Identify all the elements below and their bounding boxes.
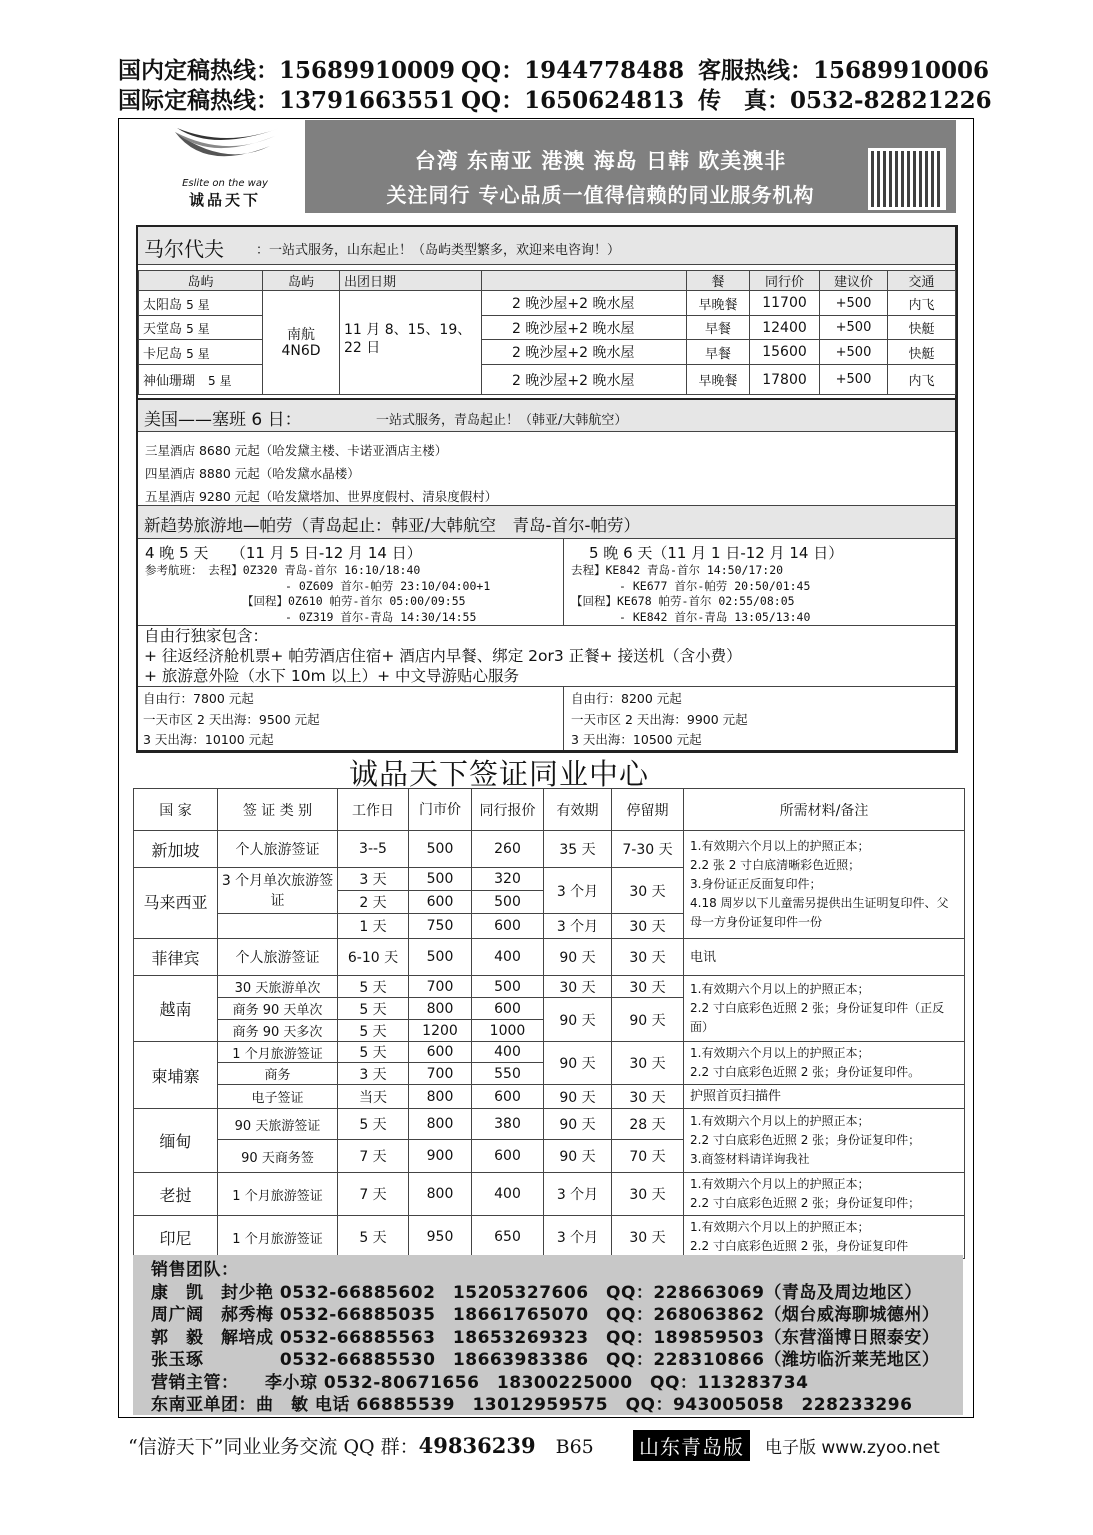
- qq-2: QQ：1650624813: [461, 87, 685, 114]
- notes-cell: [684, 1109, 965, 1173]
- visa-type: 个人旅游签证: [218, 831, 338, 868]
- note-line: 1.有效期六个月以上的护照正本；: [690, 982, 870, 996]
- th-days: 工作日: [338, 789, 409, 831]
- maldives-table: [138, 270, 956, 395]
- saipan-title: 美国——塞班 6 日：: [144, 410, 302, 430]
- th-notes: 所需材料/备注: [684, 789, 965, 831]
- trade-price: 260: [472, 831, 544, 868]
- flight-line: - KE842 首尔-青岛 13:05/13:40: [619, 609, 811, 624]
- notes-cell: [684, 831, 965, 939]
- visa-type: 90 天商务签: [218, 1140, 338, 1173]
- meal: 早晚餐: [687, 291, 750, 316]
- sales-row: 康 凯 封少艳 0532-66885602 15205327606 QQ：228663069（青岛及周边地区）: [151, 1282, 922, 1303]
- th-price: 同行价: [750, 271, 820, 291]
- price: 12400: [750, 316, 820, 340]
- banner-line-2: 关注同行 专心品质一值得信赖的同业服务机构: [386, 183, 815, 207]
- validity: 3 个月: [544, 1173, 612, 1216]
- visa-type: 1 个月旅游签证: [218, 1042, 338, 1063]
- page-number: B65: [555, 1436, 594, 1458]
- note-line: 电讯: [684, 939, 965, 976]
- price-line: 一天市区 2 天出海：9500 元起: [143, 711, 320, 727]
- country: 柬埔寨: [134, 1042, 218, 1109]
- visa-type: 1 个月旅游签证: [218, 1216, 338, 1259]
- hotline-row-2: [118, 82, 992, 115]
- footer-left: [128, 1432, 594, 1459]
- stay: 90 天: [612, 998, 684, 1042]
- service-hotline: 客服热线：15689910006: [698, 57, 990, 84]
- flight-line: - 0Z609 首尔-帕劳 23:10/04:00+1: [285, 578, 491, 593]
- palau-left-prices: [143, 689, 320, 751]
- trade-price: 500: [472, 891, 544, 914]
- price: 11700: [750, 291, 820, 316]
- flight-line: 【回程】KE678 帕劳-首尔 02:55/08:05: [571, 594, 795, 608]
- stay: 30 天: [612, 1216, 684, 1259]
- trade-price: 600: [472, 1140, 544, 1173]
- notes-cell: [684, 1216, 965, 1259]
- palau-header: [138, 505, 955, 539]
- island-star: 5 星: [186, 297, 210, 312]
- validity: 3 个月: [544, 868, 612, 914]
- island-star: 5 星: [186, 322, 210, 336]
- trade-price: 600: [472, 914, 544, 939]
- sales-row: 周广阔 郝秀梅 0532-66885035 18661765070 QQ：268063862（烟台威海聊城德州）: [151, 1305, 940, 1325]
- stay: 30 天: [612, 1085, 684, 1109]
- th-blank: [482, 271, 687, 291]
- logo-en: Eslite on the way: [182, 178, 268, 189]
- stay: 30 天: [612, 868, 684, 914]
- table-row: [134, 1216, 965, 1259]
- country: 印尼: [134, 1216, 218, 1259]
- visa-title: 诚品天下签证同业中心: [349, 757, 650, 791]
- airline: 南航: [287, 326, 315, 343]
- work-days: 5 天: [338, 1020, 409, 1042]
- room-type: 2 晚沙屋+2 晚水屋: [482, 365, 687, 395]
- island-name: 天堂岛: [143, 322, 183, 337]
- visa-type: 30 天旅游单次: [218, 976, 338, 998]
- maldives-subtitle: ：一站式服务，山东起止！（岛屿类型繁多，欢迎来电咨询！）: [256, 243, 621, 258]
- palau-title: 新趋势旅游地—帕劳（青岛起止：韩亚/大韩航空 青岛-首尔-帕劳）: [144, 516, 640, 535]
- price-line: 3 天出海：10100 元起: [143, 732, 274, 747]
- note-line: 2.2 寸白底彩色近照 2 张；身份证复印件（正反面）: [690, 1001, 945, 1034]
- validity: 90 天: [544, 939, 612, 976]
- flight-line: 参考航班： 去程】0Z320 青岛-首尔 16:10/18:40: [145, 563, 421, 577]
- retail-price: 950: [409, 1216, 472, 1259]
- domestic-hotline: 国内定稿热线：15689910009: [118, 57, 456, 84]
- note-line: 2.2 寸白底彩色近照 2 张；身份证复印件。: [690, 1065, 921, 1079]
- retail-price: 600: [409, 1042, 472, 1063]
- visa-header-row: [134, 789, 965, 831]
- table-row: [134, 831, 965, 868]
- divider: [563, 539, 564, 625]
- note-line: 1.有效期六个月以上的护照正本；: [690, 839, 870, 853]
- edition-badge: 山东青岛版: [633, 1430, 750, 1461]
- qr-code-icon: [868, 148, 946, 210]
- work-days: 5 天: [338, 1216, 409, 1259]
- note-line: 护照首页扫描件: [684, 1085, 965, 1109]
- retail-price: 800: [409, 998, 472, 1020]
- price: 15600: [750, 340, 820, 365]
- logo-cn: 诚品天下: [188, 191, 261, 209]
- stay: 7-30 天: [612, 831, 684, 868]
- work-days: 3--5: [338, 831, 409, 868]
- work-days: 6-10 天: [338, 939, 409, 976]
- transport: 内飞: [888, 291, 956, 316]
- visa-type: 商务 90 天单次: [218, 998, 338, 1020]
- validity: 90 天: [544, 998, 612, 1042]
- trade-price: 550: [472, 1063, 544, 1085]
- trade-price: 400: [472, 1042, 544, 1063]
- list-item: 三星酒店 8680 元起（哈发黛主楼、卡诺亚酒店主楼）: [145, 443, 448, 458]
- retail-price: 700: [409, 1063, 472, 1085]
- retail-price: 700: [409, 976, 472, 998]
- retail-price: 800: [409, 1085, 472, 1109]
- sales-team: [133, 1255, 963, 1415]
- palau-left: [145, 542, 560, 625]
- note-line: 3.身份证正反面复印件；: [690, 877, 822, 891]
- visa-type: 1 个月旅游签证: [218, 1173, 338, 1216]
- th-price: 同行报价: [472, 789, 544, 831]
- th-stay: 停留期: [612, 789, 684, 831]
- stay: 30 天: [612, 1042, 684, 1085]
- retail-price: 900: [409, 1140, 472, 1173]
- palau-right-title: 5 晚 6 天（11 月 1 日-12 月 14 日）: [589, 544, 844, 562]
- fax: 传 真：0532-82821226: [698, 87, 992, 114]
- banner-line-1: 台湾 东南亚 港澳 海岛 日韩 欧美澳非: [414, 149, 787, 173]
- work-days: 1 天: [338, 914, 409, 939]
- dates-cell: 11 月 8、15、19、22 日: [340, 291, 482, 395]
- price-line: 一天市区 2 天出海：9900 元起: [571, 711, 748, 727]
- price: 17800: [750, 365, 820, 395]
- qq-1: QQ：1944778488: [461, 57, 685, 84]
- trade-price: 600: [472, 998, 544, 1020]
- island-name: 神仙珊瑚: [143, 374, 196, 389]
- flight-line: - 0Z319 首尔-青岛 14:30/14:55: [285, 609, 477, 624]
- saipan-list: [145, 439, 497, 508]
- country: 老挝: [134, 1173, 218, 1216]
- sales-row: 张玉琢 0532-66885530 18663983386 QQ：228310866（潍坊临沂莱芜地区）: [151, 1350, 940, 1370]
- visa-type: 商务 90 天多次: [218, 1020, 338, 1042]
- note-line: 2.2 寸白底彩色近照 2 张；身份证复印件；: [690, 1133, 921, 1147]
- country: 马来西亚: [134, 868, 218, 939]
- table-row: [134, 976, 965, 998]
- table-row: [139, 291, 956, 316]
- table-row: [134, 1085, 965, 1109]
- note-line: 1.有效期六个月以上的护照正本；: [690, 1177, 870, 1191]
- visa-type: 3 个月单次旅游签证: [218, 868, 338, 914]
- includes-title: 自由行独家包含：: [144, 627, 269, 645]
- island-star: 5 星: [208, 374, 232, 388]
- th-transport: 交通: [888, 271, 956, 291]
- sales-title: 销售团队：: [151, 1260, 239, 1280]
- stay: 30 天: [612, 914, 684, 939]
- flight-line: 【回程】0Z610 帕劳-首尔 05:00/09:55: [242, 594, 466, 608]
- sales-row: 郭 毅 解培成 0532-66885563 18653269323 QQ：189859503（东营淄博日照泰安）: [151, 1327, 940, 1348]
- palau-left-flights: [145, 563, 560, 625]
- table-row: [139, 316, 956, 340]
- stay: 30 天: [612, 1173, 684, 1216]
- room-type: 2 晚沙屋+2 晚水屋: [482, 340, 687, 365]
- table-row: [139, 365, 956, 395]
- room-type: 2 晚沙屋+2 晚水屋: [482, 291, 687, 316]
- suggest: +500: [820, 316, 888, 340]
- transport: 快艇: [888, 340, 956, 365]
- price-line: 自由行：8200 元起: [571, 691, 682, 706]
- table-row: [139, 340, 956, 365]
- palau-left-title: 4 晚 5 天 （11 月 5 日-12 月 14 日）: [145, 544, 422, 562]
- validity: 30 天: [544, 976, 612, 998]
- work-days: 5 天: [338, 976, 409, 998]
- trade-price: 400: [472, 1173, 544, 1216]
- retail-price: 1200: [409, 1020, 472, 1042]
- work-days: 7 天: [338, 1140, 409, 1173]
- sales-row: 东南亚单团：曲 敏 电话 66885539 13012959575 QQ：943005058 228233296: [151, 1395, 913, 1415]
- trade-price: 600: [472, 1085, 544, 1109]
- maldives-header: [138, 227, 955, 265]
- visa-type: 90 天旅游签证: [218, 1109, 338, 1140]
- stay: 30 天: [612, 939, 684, 976]
- retail-price: 750: [409, 914, 472, 939]
- work-days: 7 天: [338, 1173, 409, 1216]
- maldives-title: 马尔代夫: [144, 237, 224, 261]
- note-line: 1.有效期六个月以上的护照正本；: [690, 1114, 870, 1128]
- website[interactable]: 电子版 www.zyoo.net: [765, 1438, 940, 1458]
- price-line: 自由行：7800 元起: [143, 691, 254, 706]
- th-retail: 门市价: [409, 789, 472, 831]
- stay: 70 天: [612, 1140, 684, 1173]
- validity: 35 天: [544, 831, 612, 868]
- work-days: 5 天: [338, 1042, 409, 1063]
- visa-type: 电子签证: [218, 1085, 338, 1109]
- stay: 30 天: [612, 976, 684, 998]
- palau-includes: [138, 625, 955, 687]
- th-valid: 有效期: [544, 789, 612, 831]
- retail-price: 500: [409, 868, 472, 891]
- trade-price: 400: [472, 939, 544, 976]
- country: 菲律宾: [134, 939, 218, 976]
- work-days: 当天: [338, 1085, 409, 1109]
- includes-line: + 旅游意外险（水下 10m 以上）+ 中文导游贴心服务: [144, 667, 520, 685]
- airline-cell: [263, 291, 340, 395]
- meal: 早晚餐: [687, 365, 750, 395]
- notes-cell: [684, 976, 965, 1042]
- work-days: 5 天: [338, 998, 409, 1020]
- trade-price: 1000: [472, 1020, 544, 1042]
- country: 新加坡: [134, 831, 218, 868]
- suggest: +500: [820, 291, 888, 316]
- trade-price: 320: [472, 868, 544, 891]
- island-name: 太阳岛: [143, 297, 183, 313]
- blank: [218, 914, 338, 939]
- visa-type: 商务: [218, 1063, 338, 1085]
- list-item: 五星酒店 9280 元起（哈发黛塔加、世界度假村、清泉度假村）: [145, 489, 498, 504]
- work-days: 5 天: [338, 1109, 409, 1140]
- nights: 4N6D: [281, 342, 321, 359]
- banner: [305, 120, 956, 213]
- transport: 快艇: [888, 316, 956, 340]
- note-line: 2.2 张 2 寸白底清晰彩色近照；: [690, 858, 861, 872]
- stay: 28 天: [612, 1109, 684, 1140]
- table-row: [134, 1109, 965, 1140]
- suggest: +500: [820, 340, 888, 365]
- validity: 90 天: [544, 1042, 612, 1085]
- notes-cell: [684, 1042, 965, 1085]
- note-line: 3.商签材料请详询我社: [690, 1152, 810, 1166]
- flight-line: 去程】KE842 青岛-首尔 14:50/17:20: [571, 563, 784, 577]
- note-line: 2.2 寸白底彩色近照 2 张；身份证复印件；: [690, 1196, 921, 1210]
- suggest: +500: [820, 365, 888, 395]
- country: 缅甸: [134, 1109, 218, 1173]
- note-line: 1.有效期六个月以上的护照正本；: [690, 1046, 870, 1060]
- intl-hotline: 国际定稿热线：13791663551: [118, 87, 456, 114]
- note-line: 4.18 周岁以下儿童需另提供出生证明复印件、父母一方身份证复印件一份: [690, 896, 949, 929]
- trade-price: 380: [472, 1109, 544, 1140]
- retail-price: 500: [409, 939, 472, 976]
- table-row: [134, 1173, 965, 1216]
- retail-price: 500: [409, 831, 472, 868]
- flight-line: - KE677 首尔-帕劳 20:50/01:45: [619, 578, 811, 593]
- validity: 90 天: [544, 1085, 612, 1109]
- divider: [563, 687, 564, 750]
- trade-price: 500: [472, 976, 544, 998]
- note-line: 2.2 寸白底彩色近照 2 张，身份证复印件: [690, 1239, 909, 1253]
- table-row: [134, 939, 965, 976]
- saipan-subtitle: 一站式服务，青岛起止！（韩亚/大韩航空）: [376, 413, 628, 428]
- th-island2: 岛屿: [263, 271, 340, 291]
- palau-right-flights: [571, 563, 951, 625]
- list-item: 四星酒店 8880 元起（哈发黛水晶楼）: [145, 466, 360, 481]
- work-days: 2 天: [338, 891, 409, 914]
- th-meal: 餐: [687, 271, 750, 291]
- price-line: 3 天出海：10500 元起: [571, 732, 702, 747]
- hotline-row-1: [118, 52, 990, 85]
- th-country: 国 家: [134, 789, 218, 831]
- th-island: 岛屿: [139, 271, 263, 291]
- retail-price: 800: [409, 1173, 472, 1216]
- validity: 90 天: [544, 1140, 612, 1173]
- meal: 早餐: [687, 340, 750, 365]
- visa-type: 个人旅游签证: [218, 939, 338, 976]
- country: 越南: [134, 976, 218, 1042]
- visa-table: [133, 788, 965, 1259]
- sales-row: 营销主管： 李小琼 0532-80671656 18300225000 QQ：113283734: [151, 1372, 809, 1393]
- retail-price: 600: [409, 891, 472, 914]
- validity: 90 天: [544, 1109, 612, 1140]
- saipan-header: [138, 398, 955, 432]
- validity: 3 个月: [544, 914, 612, 939]
- meal: 早餐: [687, 316, 750, 340]
- includes-line: + 往返经济舱机票+ 帕劳酒店住宿+ 酒店内早餐、绑定 2or3 正餐+ 接送机（含小费）: [144, 647, 742, 665]
- palau-right: [571, 542, 951, 625]
- work-days: 3 天: [338, 868, 409, 891]
- th-suggest: 建议价: [820, 271, 888, 291]
- work-days: 3 天: [338, 1063, 409, 1085]
- room-type: 2 晚沙屋+2 晚水屋: [482, 316, 687, 340]
- trade-price: 650: [472, 1216, 544, 1259]
- validity: 3 个月: [544, 1216, 612, 1259]
- footer-qq-label: “信游天下”同业业务交流 QQ 群：: [128, 1436, 419, 1458]
- transport: 内飞: [888, 365, 956, 395]
- palau-right-prices: [571, 689, 748, 751]
- island-name: 卡尼岛: [143, 346, 183, 362]
- island-star: 5 星: [186, 346, 210, 361]
- table-row: [134, 1042, 965, 1063]
- retail-price: 800: [409, 1109, 472, 1140]
- footer-qq: 49836239: [418, 1433, 536, 1458]
- notes-cell: [684, 1173, 965, 1216]
- note-line: 1.有效期六个月以上的护照正本；: [690, 1220, 870, 1234]
- th-type: 签 证 类 别: [218, 789, 338, 831]
- th-date: 出团日期: [340, 271, 482, 291]
